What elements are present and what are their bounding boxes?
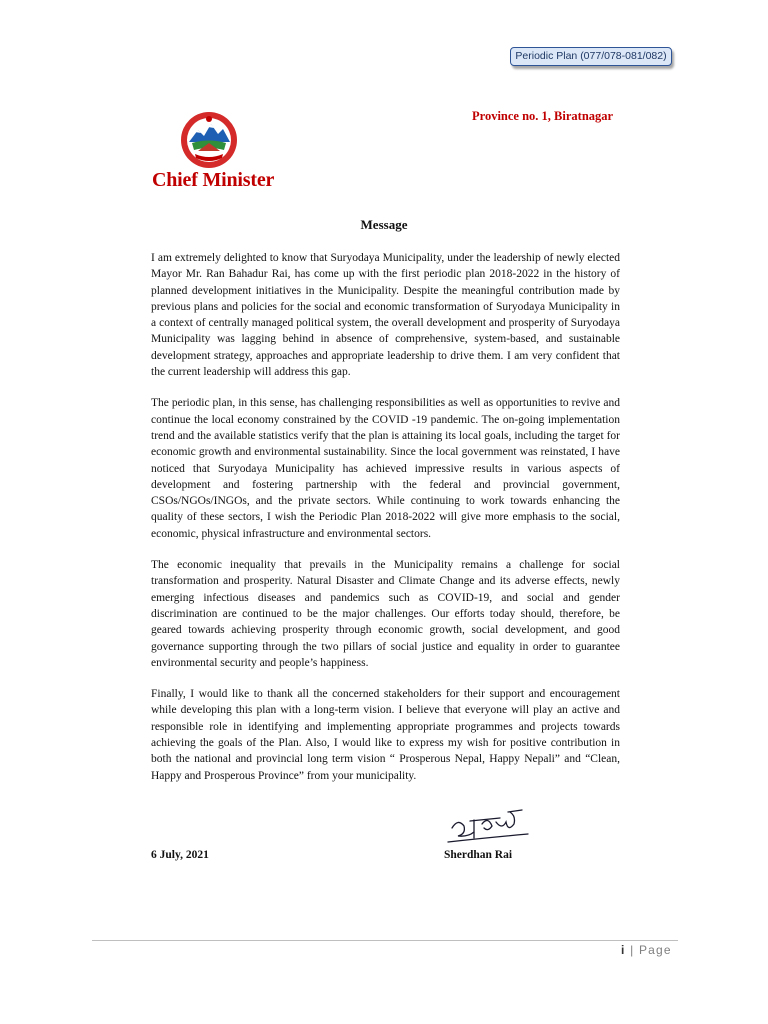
page-separator: | bbox=[630, 943, 635, 957]
nepal-emblem-icon bbox=[178, 110, 240, 172]
message-body bbox=[151, 250, 620, 799]
province-heading: Province no. 1, Biratnagar bbox=[472, 109, 614, 123]
signature-icon bbox=[444, 802, 532, 846]
message-heading: Message bbox=[360, 217, 408, 232]
chief-minister-title: Chief Minister bbox=[152, 169, 275, 191]
message-paragraph-4: Finally, I would like to thank all the concerned stakeholders for their support and encouragement while developing this plan with a long-term vision. I believe that everyone will play an active and responsible role in identifying and implementing appropriate programmes and projects towards achieving the goals of the Plan. Also, I would like to express my wish for positive contribution in both the national and provincial long term vision “ Prosperous Nepal, Happy Nepali” and “Clean, Happy and Prosperous Province” from your municipality. bbox=[151, 688, 620, 782]
page-word: Page bbox=[638, 943, 672, 957]
message-date: 6 July, 2021 bbox=[151, 849, 209, 861]
message-paragraph-3: The economic inequality that prevails in the Municipality remains a challenge for social transformation and prosperity. Natural Disaster and Climate Change and its adverse effects, newly emerging infectious diseases and pandemics such as COVID-19, and social and gender discrimination are continued to be the major challenges. Our efforts today should, therefore, be geared towards achieving prosperity through economic growth, social development, and good governance supporting through the two pillars of social justice and equality in order to guarantee environmental security and people’s happiness. bbox=[151, 559, 620, 669]
signer-name: Sherdhan Rai bbox=[444, 849, 513, 861]
message-paragraph-1: I am extremely delighted to know that Suryodaya Municipality, under the leadership of newly elected Mayor Mr. Ran Bahadur Rai, has come up with the first periodic plan 2018-2022 in the history of planned development initiatives in the Municipality. Despite the meaningful contribution made by previous plans and policies for the social and economic transformation of Suryodaya Municipality in a context of centrally managed political system, the overall development and prosperity of Suryodaya Municipality was lagging behind in absence of comprehensive, system-based, and sustainable development strategy, approaches and appropriate leadership to drive them. I am very confident that the current leadership will address this gap. bbox=[151, 252, 620, 379]
page-number bbox=[621, 943, 672, 957]
footer-divider bbox=[92, 940, 678, 941]
message-paragraph-2: The periodic plan, in this sense, has challenging responsibilities as well as opportunities to revive and continue the local economy constrained by the COVID -19 pandemic. The on-going implementation trend and the available statistics verify that the plan is attaining its local goals, including the target for economic growth and environmental sustainability. Since the local government was reinstated, I have noticed that Suryodaya Municipality has achieved impressive results in various aspects of development and fostering partnership with the federal and provincial government, CSOs/NGOs/INGOs, and the private sectors. While continuing to work towards enhancing the quality of these sectors, I wish the Periodic Plan 2018-2022 will give more emphasis to the social, economic, physical infrastructure and environmental sectors. bbox=[151, 397, 620, 540]
page-number-value: i bbox=[621, 943, 626, 957]
periodic-plan-tag: Periodic Plan (077/078-081/082) bbox=[510, 47, 672, 66]
